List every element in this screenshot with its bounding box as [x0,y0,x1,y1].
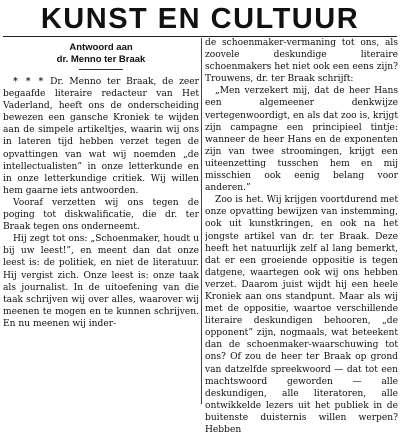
article-subtitle [3,42,199,66]
paragraph-6: Zoo is het. Wij krijgen voortdurend met onze opvatting bewijzen van instemming, ook uit kunstkringen, en ook na het jongste artikel van dr. ter Braak. Deze heeft het natuurlijk zelf al lang bemerkt, dat er een groeiende oppositie is tegen datgene, waartegen ook wij ons hebben verzet. Daarom juist wijdt hij een heele Kroniek aan ons standpunt. Maar als wij met de oppositie, waartoe verschillende literaire deskundigen behooren, „de opponent” zijn, nogmaals, wat beteekent dan de schoenmaker-waarschuwing tot ons? Of zou de heer ter Braak op grond van datzelfde spreekwoord — dat tot een machtswoord geworden — alle deskundigen, alle literatoren, alle ontwikkelde lezers uit het publiek in de buitenste duisternis willen werpen? Hebben [205,195,398,435]
left-column [3,38,199,330]
section-stars: * * * [13,76,45,87]
subtitle-line-1: Antwoord aan [69,42,133,53]
paragraph-1 [3,76,199,197]
section-headline: KUNST EN CULTUUR [40,3,360,35]
paragraph-5: „Men verzekert mij, dat de heer Hans een algemeener denkwijze vertegenwoordigt, en als dat zoo is, krijgt zijn campagne een principieel tintje: wanneer de heer Hans en de exponenten zijn van twee stroomingen, krijgt een uiteenzetting tusschen hem en mij misschien ook eenig belang voor anderen.” [205,86,398,194]
paragraph-2: Vooraf verzetten wij ons tegen de poging tot diskwalificatie, die dr. ter Braak tegen ons onderneemt. [3,197,199,233]
column-divider [201,38,202,404]
paragraph-1-text: Dr. Menno ter Braak, de zeer begaafde literaire redacteur van Het Vaderland, heeft ons de onderscheiding bewezen een gansche Kroniek te wijden aan de simpele artikeltjes, waarin wij ons in lateren tijd hebben verzet tegen de opvattingen van wat wij noemden „de intellectualisten” in onze letterkunde en in onze letterkundige critiek. Wij willen hem gaarne iets antwoorden. [3,77,199,196]
paragraph-4: de schoenmaker-vermaning tot ons, als zoovele deskundige literaire schoenmakers het niet ook een eens zijn? Trouwens, dr. ter Braak schrijft: [205,38,398,85]
subtitle-line-2: dr. Menno ter Braak [56,54,146,65]
subtitle-rule [79,69,123,70]
paragraph-3: Hij zegt tot ons: „Schoenmaker, houdt u bij uw leest!”, en meent dan dat onze leest is: de politiek, en niet de literatuur. Hij vergist zich. Onze leest is: onze taak als journalist. In de uitoefening van die taak schrijven wij over alles, waarover wij meenen te mogen en te kunnen schrijven. En nu meenen wij inder- [3,234,199,329]
right-column [205,37,398,436]
